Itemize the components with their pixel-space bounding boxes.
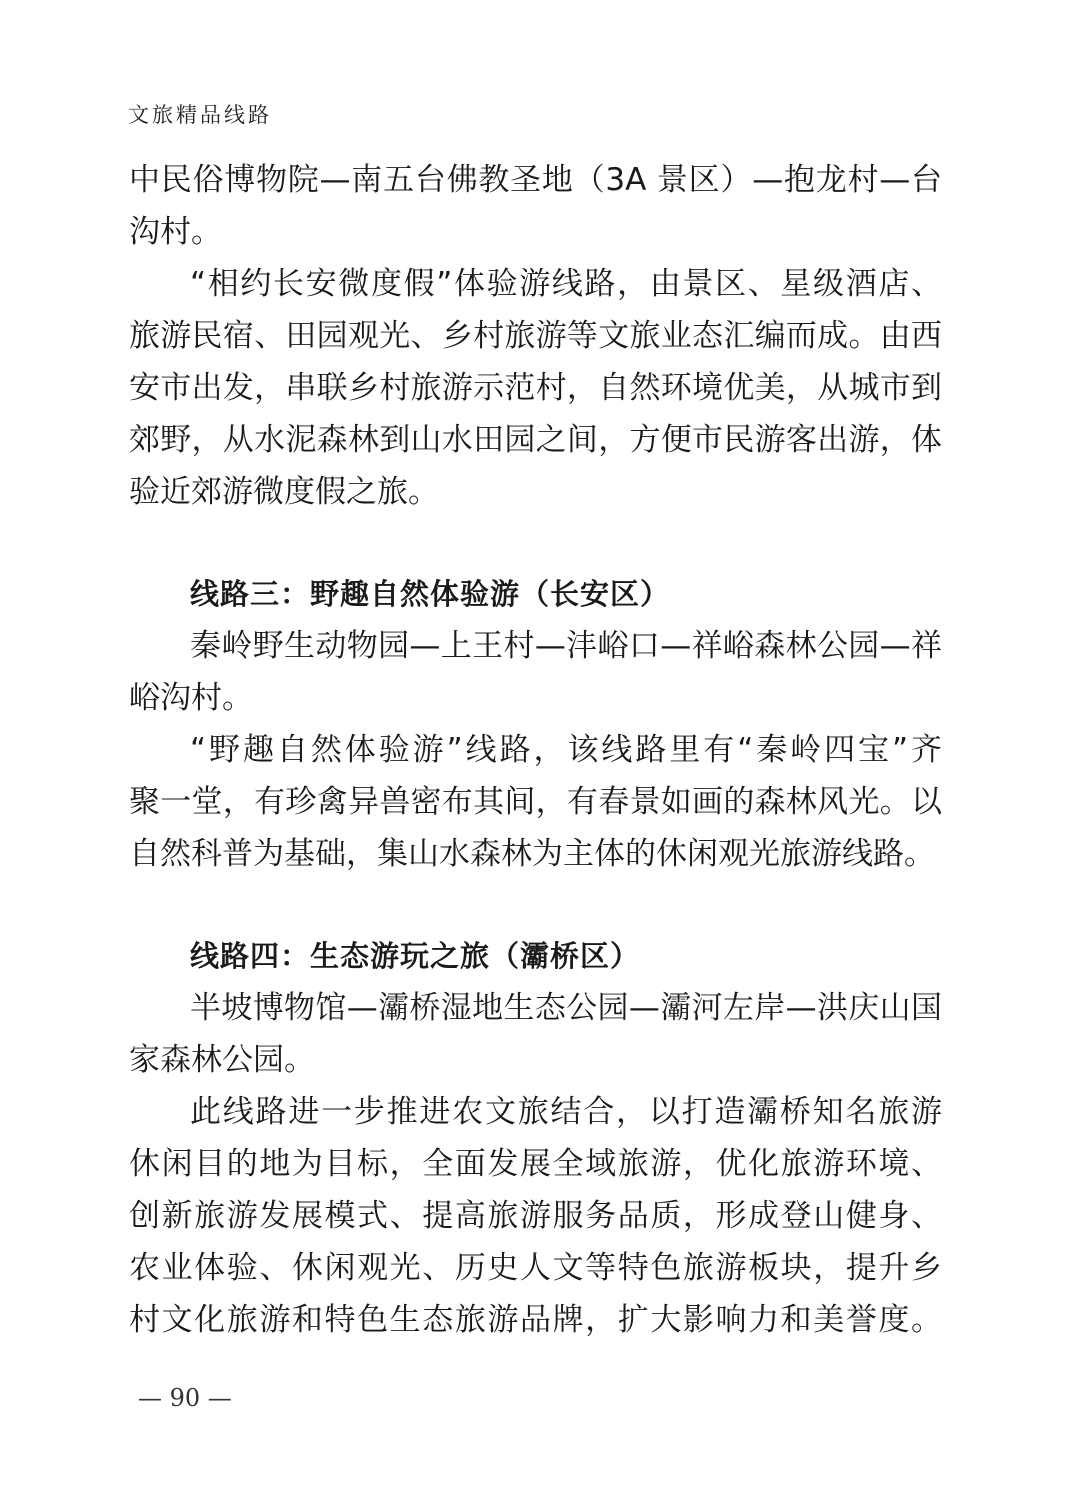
page-number: — 90 — xyxy=(138,1384,232,1412)
body-line: 旅游民宿、田园观光、乡村旅游等文旅业态汇编而成。由西 xyxy=(129,318,942,354)
running-header: 文旅精品线路 xyxy=(128,103,272,127)
body-line: 半坡博物馆—灞桥湿地生态公园—灞河左岸—洪庆山国 xyxy=(190,990,942,1026)
body-line: 休闲目的地为目标，全面发展全域旅游，优化旅游环境、 xyxy=(129,1146,942,1182)
body-line: 秦岭野生动物园—上王村—沣峪口—祥峪森林公园—祥 xyxy=(190,628,942,664)
body-line: 农业体验、休闲观光、历史人文等特色旅游板块，提升乡 xyxy=(129,1250,942,1286)
body-line: 验近郊游微度假之旅。 xyxy=(129,474,439,510)
body-line: 自然科普为基础，集山水森林为主体的休闲观光旅游线路。 xyxy=(129,836,935,872)
body-line: 郊野，从水泥森林到山水田园之间，方便市民游客出游，体 xyxy=(129,422,942,458)
body-line: 安市出发，串联乡村旅游示范村，自然环境优美，从城市到 xyxy=(129,370,942,406)
body-line: 沟村。 xyxy=(129,214,222,250)
body-line: 中民俗博物院—南五台佛教圣地（3A 景区）—抱龙村—台 xyxy=(129,162,942,198)
body-line: 村文化旅游和特色生态旅游品牌，扩大影响力和美誉度。 xyxy=(129,1302,942,1338)
body-line: 家森林公园。 xyxy=(129,1042,315,1078)
body-line: 聚一堂，有珍禽异兽密布其间，有春景如画的森林风光。以 xyxy=(129,784,942,820)
body-line: 创新旅游发展模式、提高旅游服务品质，形成登山健身、 xyxy=(129,1198,942,1234)
body-line: “野趣自然体验游”线路，该线路里有“秦岭四宝”齐 xyxy=(190,732,942,768)
body-line: 峪沟村。 xyxy=(129,680,253,716)
section-heading-route-3: 线路三：野趣自然体验游（长安区） xyxy=(190,577,671,611)
body-line: “相约长安微度假”体验游线路，由景区、星级酒店、 xyxy=(190,266,942,302)
body-line: 此线路进一步推进农文旅结合，以打造灞桥知名旅游 xyxy=(190,1094,942,1130)
section-heading-route-4: 线路四：生态游玩之旅（灞桥区） xyxy=(190,939,641,973)
